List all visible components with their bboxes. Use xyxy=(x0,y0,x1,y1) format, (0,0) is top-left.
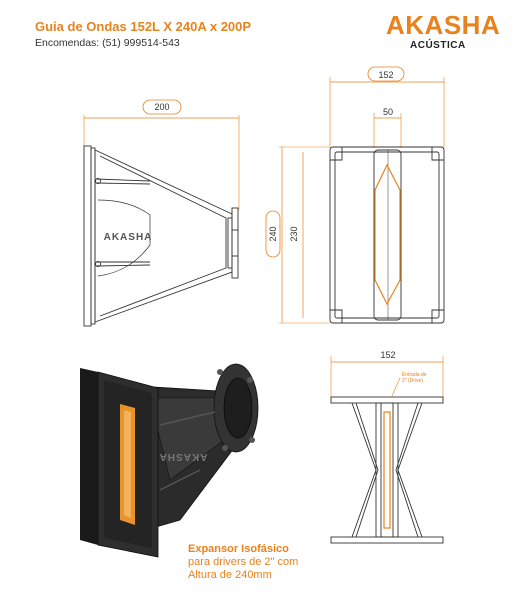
front-throat-rhombus xyxy=(375,165,400,304)
front-outer-frame xyxy=(330,147,444,323)
caption-title: Expansor Isofásico xyxy=(188,543,289,555)
throat-note-line2: 2" (Drive) xyxy=(402,378,423,384)
brand-subtitle: ACÚSTICA xyxy=(410,40,466,51)
top-view xyxy=(331,356,443,543)
top-view-rear-flange xyxy=(331,537,443,543)
side-view-logo: AKASHA xyxy=(103,232,153,243)
caption-line2: para drivers de 2" com xyxy=(188,556,299,568)
top-view-throat-slot xyxy=(384,412,390,528)
caption-block xyxy=(188,543,298,582)
front-throat-label: 50 xyxy=(382,107,394,117)
caption-line3: Altura de 240mm xyxy=(188,569,272,581)
render-logo: AKASHA xyxy=(158,451,208,462)
side-throat-flange xyxy=(232,208,238,278)
side-view xyxy=(84,100,239,326)
front-outer-height-label: 240 xyxy=(268,226,278,242)
front-throat-dimension xyxy=(374,113,401,148)
page-title: Guia de Ondas 152L X 240A x 200P xyxy=(35,19,252,34)
front-view xyxy=(266,67,444,323)
side-mouth-flange xyxy=(84,146,91,326)
throat-note-line1: Entrada de xyxy=(402,372,427,378)
side-depth-dimension xyxy=(84,100,239,210)
front-inner-height-label: 230 xyxy=(289,226,299,242)
side-depth-label: 200 xyxy=(154,102,170,112)
brand-logo: AKASHA xyxy=(386,10,501,40)
front-width-label: 152 xyxy=(378,70,394,80)
top-view-front-flange xyxy=(331,397,443,403)
top-view-throat-column xyxy=(376,403,398,537)
top-width-label: 152 xyxy=(380,350,396,360)
order-contact: Encomendas: (51) 999514-543 xyxy=(35,37,180,49)
front-throat-slot xyxy=(374,150,401,320)
